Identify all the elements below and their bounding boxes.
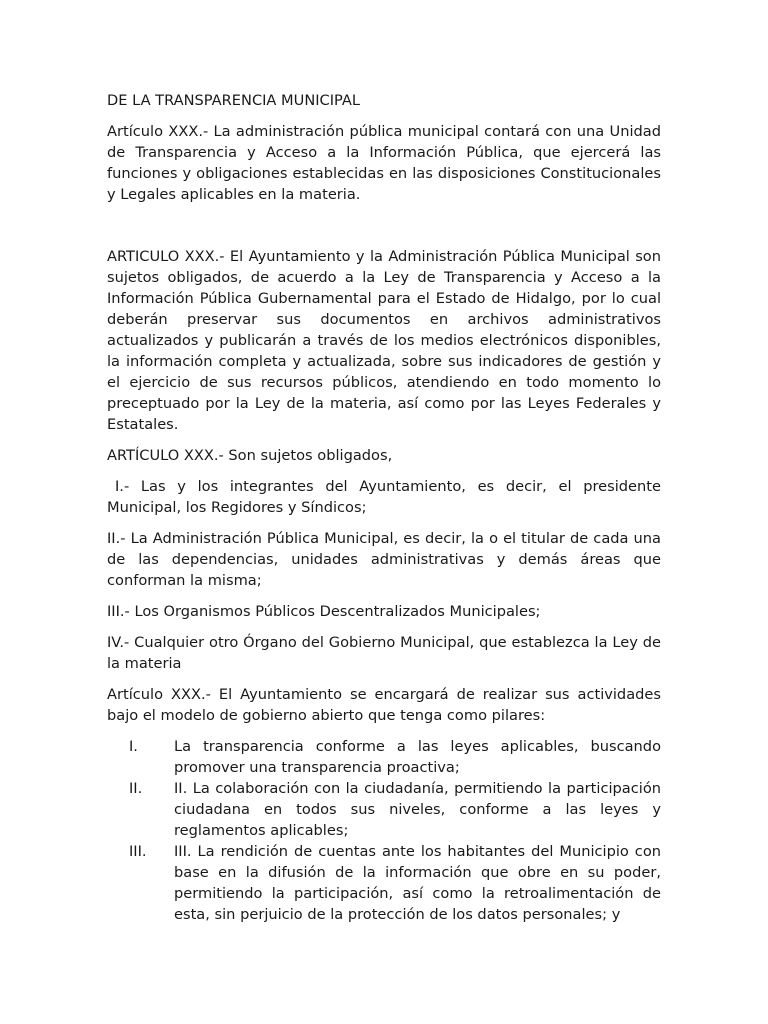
article-paragraph: ARTICULO XXX.- El Ayuntamiento y la Administración Pública Municipal son sujetos obligados, de acuerdo a la Ley de Transparencia y Acceso a la Información Pública Gubernamental para el Estado de Hidalgo, por lo cual deberán preservar sus documentos en archivos administrativos actualizados y publicarán a través de los medios electrónicos disponibles, la información completa y actualizada, sobre sus indicadores de gestión y el ejercicio de sus recursos públicos, atendiendo en todo momento lo preceptuado por la Ley de la materia, así como por las Leyes Federales y Estatales.	[107, 248, 661, 433]
list-item-number: II.	[129, 780, 143, 797]
article-paragraph: Artículo XXX.- El Ayuntamiento se encargará de realizar sus actividades bajo el modelo de gobierno abierto que tenga como pilares:	[107, 686, 661, 724]
list-item-number: III.	[129, 843, 147, 860]
article-paragraph: Artículo XXX.- La administración pública municipal contará con una Unidad de Transparencia y Acceso a la Información Pública, que ejercerá las funciones y obligaciones establecidas en las disposiciones Constitucionales y Legales aplicables en la materia.	[107, 123, 661, 203]
list-item-text: II. La colaboración con la ciudadanía, permitiendo la participación ciudadana en todos sus niveles, conforme a las leyes y reglamentos aplicables;	[174, 780, 661, 839]
list-item	[107, 841, 661, 925]
list-item-number: I.	[129, 738, 138, 755]
document-body	[107, 90, 661, 925]
list-item	[107, 736, 661, 778]
list-item-text: La transparencia conforme a las leyes aplicables, buscando promover una transparencia proactiva;	[174, 738, 661, 776]
obligated-item: II.- La Administración Pública Municipal, es decir, la o el titular de cada una de las dependencias, unidades administrativas y demás áreas que conforman la misma;	[107, 530, 661, 589]
section-title: DE LA TRANSPARENCIA MUNICIPAL	[107, 92, 361, 109]
article-paragraph: ARTÍCULO XXX.- Son sujetos obligados,	[107, 447, 393, 464]
list-item	[107, 778, 661, 841]
blank-line	[107, 215, 661, 246]
list-item-text: III. La rendición de cuentas ante los habitantes del Municipio con base en la difusión de la información que obre en su poder, permitiendo la participación, así como la retroalimentación de esta, sin perjuicio de la protección de los datos personales; y	[174, 843, 661, 923]
obligated-item: III.- Los Organismos Públicos Descentralizados Municipales;	[107, 603, 541, 620]
pillars-list	[107, 736, 661, 925]
obligated-item: IV.- Cualquier otro Órgano del Gobierno Municipal, que establezca la Ley de la materia	[107, 634, 661, 672]
obligated-item: I.- Las y los integrantes del Ayuntamiento, es decir, el presidente Municipal, los Regidores y Síndicos;	[107, 478, 661, 516]
